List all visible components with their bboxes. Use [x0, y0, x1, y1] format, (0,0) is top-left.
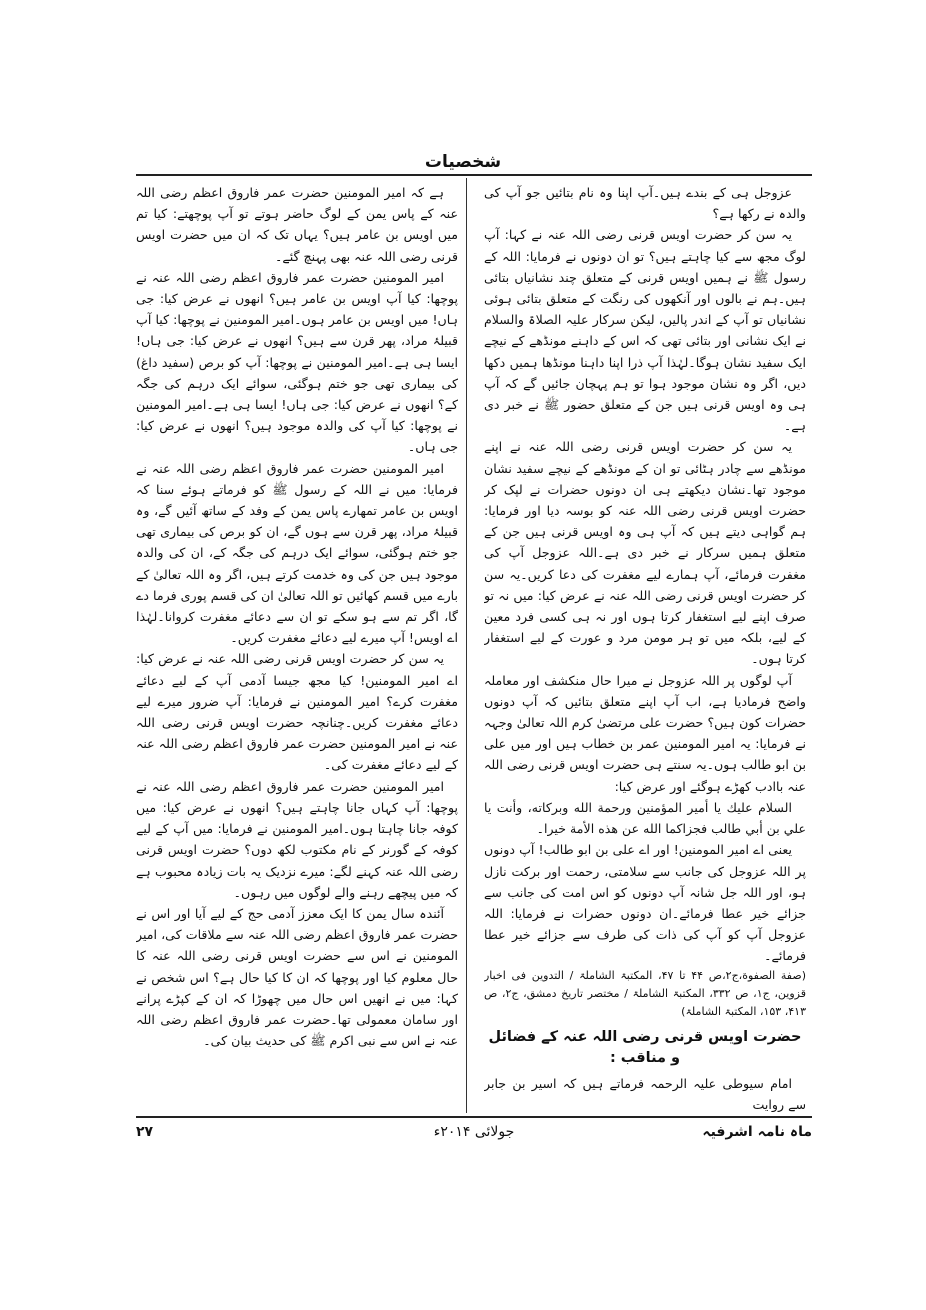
bottom-rule — [136, 1116, 812, 1118]
arabic-salutation: السلام عليك يا أمير المؤمنين ورحمة الله وبركاته، وأنت يا علي بن أبي طالب فجزاكما الله عن هذه الأمة خيرا۔ — [484, 799, 806, 837]
paragraph: امیر المومنین حضرت عمر فاروق اعظم رضی اللہ عنہ نے فرمایا: میں نے اللہ کے رسول ﷺ کو فرماتے ہوئے سنا کہ اویس بن عامر تمھارے پاس یمن کے وفد کے ساتھ آئیں گے، وہ قبیلۂ مراد، پھر قرن سے ہوں گے، ان کو برص کی بیماری تھی جو ختم ہوگئی، سوائے ایک درہم کی جگہ کے، ان کی والدہ موجود ہیں جن کی وہ خدمت کرتے ہیں، اگر وہ اللہ تعالیٰ کے بارے میں قسم کھائیں تو اللہ تعالیٰ ان کی قسم پوری فرما دے گا، اگر تم سے ہو سکے تو ان سے دعائے مغفرت کروانا۔لہٰذا اے اویس! آپ میرے لیے دعائے مغفرت کریں۔ — [136, 460, 458, 646]
page-header-title: شخصیات — [424, 152, 502, 172]
paragraph: یہ سن کر حضرت اویس قرنی رضی اللہ عنہ نے کہا: آپ لوگ مجھ سے کیا چاہتے ہیں؟ تو ان دونوں نے فرمایا: اللہ کے رسول ﷺ نے ہمیں اویس قرنی کے متعلق چند نشانیاں بتائی ہیں۔ہم نے بالوں اور آنکھوں کی رنگت کے متعلق بتائی ہوئی نشانیاں تو آپ کے اندر پالیں، لیکن سرکار علیہ الصلاۃ والسلام نے ایک نشانی اور بتائی تھی کہ اس کے داہنے مونڈھے کے نیچے ایک سفید نشان ہوگا۔لہٰذا آپ ذرا اپنا داہنا مونڈھا ہمیں دکھا دیں، اگر وہ نشان موجود ہوا تو ہم پہچان جائیں گے کہ آپ ہی وہ اویس قرنی ہیں جن کے متعلق حضور ﷺ نے خبر دی ہے۔ — [484, 227, 806, 434]
paragraph: یہ سن کر حضرت اویس قرنی رضی اللہ عنہ نے اپنے مونڈھے سے چادر ہٹائی تو ان کے مونڈھے کے نیچے سفید نشان موجود تھا۔نشان دیکھتے ہی ان دونوں حضرات نے لپک کر حضرت اویس قرنی رضی اللہ عنہ کو بوسہ دیا اور فرمایا: ہم گواہی دیتے ہیں کہ آپ ہی وہ اویس قرنی ہیں جن کے متعلق ہمیں سرکار نے خبر دی ہے۔اللہ عزوجل آپ کی مغفرت فرمائے، آپ ہمارے لیے مغفرت کی دعا کریں۔یہ سن کر حضرت اویس قرنی رضی اللہ عنہ نے عرض کیا: میں نہ تو صرف اپنے لیے استغفار کرتا ہوں اور نہ ہی کسی فرد معین کے لیے، بلکہ میں تو ہر مومن مرد و عورت کے لیے استغفار کرتا ہوں۔ — [484, 439, 806, 667]
paragraph: آئندہ سال یمن کا ایک معزز آدمی حج کے لیے آیا اور اس نے حضرت عمر فاروق اعظم رضی اللہ عنہ سے ملاقات کی، امیر المومنین نے اس سے حضرت اویس قرنی رضی اللہ عنہ کا حال معلوم کیا اور پوچھا کہ ان کا کیا حال ہے؟ اس شخص نے کہا: میں نے انھیں اس حال میں چھوڑا کہ ان کے کپڑے پرانے اور سامان معمولی تھا۔حضرت عمر فاروق اعظم رضی اللہ عنہ نے اس سے نبی اکرم ﷺ کی حدیث بیان کی۔ — [136, 905, 458, 1049]
page-number: ۲۷ — [136, 1124, 154, 1140]
section-heading: حضرت اویس قرنی رضی اللہ عنہ کے فضائل و مناقب : — [488, 1028, 802, 1066]
paragraph: آپ لوگوں پر اللہ عزوجل نے میرا حال منکشف اور معاملہ واضح فرمادیا ہے، اب آپ اپنے متعلق بتائیں کہ آپ دونوں حضرات کون ہیں؟ حضرت علی مرتضیٰ کرم اللہ تعالیٰ وجہہ نے فرمایا: یہ امیر المومنین عمر بن خطاب ہیں اور میں علی بن ابو طالب ہوں۔یہ سنتے ہی حضرت اویس قرنی رضی اللہ عنہ باادب کھڑے ہوگئے اور عرض کیا: — [484, 672, 806, 794]
paragraph: امیر المومنین حضرت عمر فاروق اعظم رضی اللہ عنہ نے پوچھا: آپ کہاں جانا چاہتے ہیں؟ انھوں نے عرض کیا: میں کوفہ جانا چاہتا ہوں۔امیر المومنین نے فرمایا: میں آپ کے لیے کوفہ کے گورنر کے نام مکتوب لکھ دوں؟ حضرت اویس قرنی رضی اللہ عنہ کہنے لگے: میرے نزدیک یہ بات زیادہ محبوب ہے کہ میں پیچھے رہنے والے لوگوں میں رہوں۔ — [136, 778, 458, 900]
paragraph: یہ سن کر حضرت اویس قرنی رضی اللہ عنہ نے عرض کیا: اے امیر المومنین! کیا مجھ جیسا آدمی آپ کے لیے دعائے مغفرت کرے؟ امیر المومنین نے فرمایا: آپ ضرور میرے لیے دعائے مغفرت کریں۔چنانچہ حضرت اویس قرنی رضی اللہ عنہ نے امیر المومنین حضرت عمر فاروق اعظم رضی اللہ عنہ کے لیے دعائے مغفرت کی۔ — [136, 651, 458, 773]
paragraph: یعنی اے امیر المومنین! اور اے علی بن ابو طالب! آپ دونوں پر اللہ عزوجل کی جانب سے سلامتی، رحمت اور برکت نازل ہو، اور اللہ جل شانہ آپ دونوں کو اس امت کی جانب سے جزائے خیر عطا فرمائے۔ان دونوں حضرات نے فرمایا: اللہ عزوجل آپ کو آپ کی ذات کی طرف سے جزائے خیر عطا فرمائے۔ — [484, 842, 806, 964]
reference-citation: (صفة الصفوة،ج۲،ص ۴۴ تا ۴۷، المکتبۃ الشاملۃ / التدوین فی اخبار قزوین، ج۱، ص ۳۳۲، المکتبۃ الشاملۃ / مختصر تاریخ دمشق، ج۲، ص ۴۱۳، ۱۵۳، المکتبۃ الشاملۃ) — [484, 968, 806, 1018]
paragraph: عزوجل ہی کے بندے ہیں۔آپ اپنا وہ نام بتائیں جو آپ کی والدہ نے رکھا ہے؟ — [484, 185, 806, 222]
issue-date: جولائی ۲۰۱۴ء — [433, 1124, 515, 1140]
page-footer — [136, 1124, 812, 1148]
column-divider — [466, 178, 467, 1113]
paragraph: امام سیوطی علیہ الرحمہ فرماتے ہیں کہ اسیر بن جابر سے روایت — [484, 1075, 806, 1112]
paragraph: ہے کہ امیر المومنین حضرت عمر فاروق اعظم رضی اللہ عنہ کے پاس یمن کے لوگ حاضر ہوتے تو آپ پوچھتے: کیا تم میں اویس بن عامر ہیں؟ یہاں تک کہ ان میں حضرت اویس قرنی رضی اللہ عنہ بھی پہنچ گئے۔ — [136, 185, 458, 264]
left-column — [136, 182, 458, 1112]
top-rule — [136, 174, 812, 176]
magazine-name: ماہ نامہ اشرفیہ — [702, 1124, 812, 1140]
paragraph: امیر المومنین حضرت عمر فاروق اعظم رضی اللہ عنہ نے پوچھا: کیا آپ اویس بن عامر ہیں؟ انھوں نے عرض کیا: جی ہاں! میں اویس بن عامر ہوں۔امیر المومنین نے پوچھا: کیا آپ قبیلۂ مراد، پھر قرن سے ہیں؟ انھوں نے عرض کیا: جی ہاں! ایسا ہی ہے۔امیر المومنین نے پوچھا: آپ کو برص (سفید داغ) کی بیماری تھی جو ختم ہوگئی، سوائے ایک درہم کی جگہ کے؟ انھوں نے عرض کیا: جی ہاں! ایسا ہی ہے۔امیر المومنین نے پوچھا: کیا آپ کی والدہ موجود ہیں؟ انھوں نے عرض کیا: جی ہاں۔ — [136, 269, 458, 455]
right-column — [484, 182, 806, 1112]
